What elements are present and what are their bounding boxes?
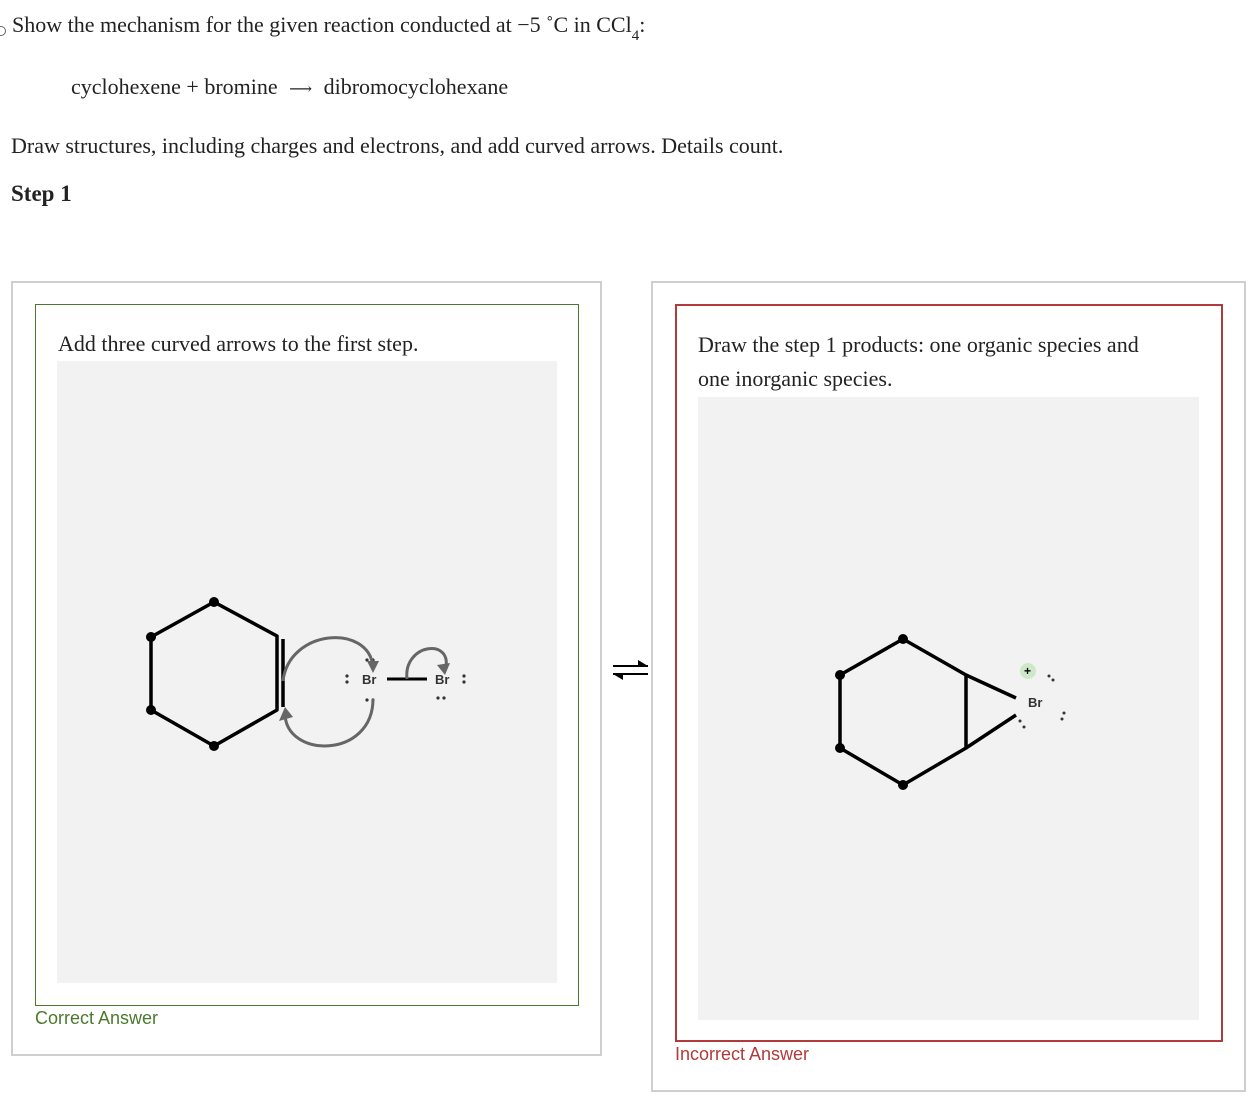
curved-arrow-1 <box>283 638 373 681</box>
question-intro-colon: : <box>639 12 646 37</box>
right-prompt-line1: Draw the step 1 products: one organic species and <box>698 332 1139 357</box>
reaction-reactants: cyclohexene + bromine <box>71 74 278 99</box>
reaction-arrow-icon: ⟶ <box>289 81 313 98</box>
br-atom-2[interactable]: Br <box>435 672 450 687</box>
right-drawing-canvas[interactable] <box>698 397 1199 1020</box>
right-molecule-drawing[interactable] <box>698 397 1199 1020</box>
bromonium-ion-structure[interactable] <box>840 639 1016 785</box>
step-label: Step 1 <box>11 181 72 206</box>
right-feedback: Incorrect Answer <box>675 1044 810 1064</box>
reaction-equation <box>71 74 508 100</box>
cyclohexene-structure[interactable] <box>151 602 283 746</box>
curved-arrow-2 <box>285 699 373 746</box>
question-intro <box>12 12 646 44</box>
left-prompt: Add three curved arrows to the first step. <box>58 331 419 356</box>
br-atom-1[interactable]: Br <box>362 672 377 687</box>
equilibrium-arrow-icon <box>608 657 652 687</box>
right-answer-box <box>675 304 1223 1042</box>
instructions: Draw structures, including charges and electrons, and add curved arrows. Details count. <box>11 133 784 158</box>
curved-arrows[interactable] <box>283 638 446 746</box>
left-feedback: Correct Answer <box>35 1008 159 1028</box>
left-drawing-canvas[interactable] <box>57 361 557 983</box>
subscript-4: 4 <box>631 28 640 44</box>
br-atom[interactable]: Br <box>1028 695 1043 710</box>
left-answer-box <box>35 304 579 1006</box>
right-prompt-line2: one inorganic species. <box>698 366 893 391</box>
reaction-products: dibromocyclohexane <box>323 74 509 99</box>
positive-charge: + <box>1024 664 1032 678</box>
left-molecule-drawing[interactable] <box>57 361 557 983</box>
arrow-heads <box>279 661 450 721</box>
bullet-icon <box>0 26 6 36</box>
question-intro-text: Show the mechanism for the given reaction conducted at −5 ˚C in CCl <box>12 12 632 37</box>
